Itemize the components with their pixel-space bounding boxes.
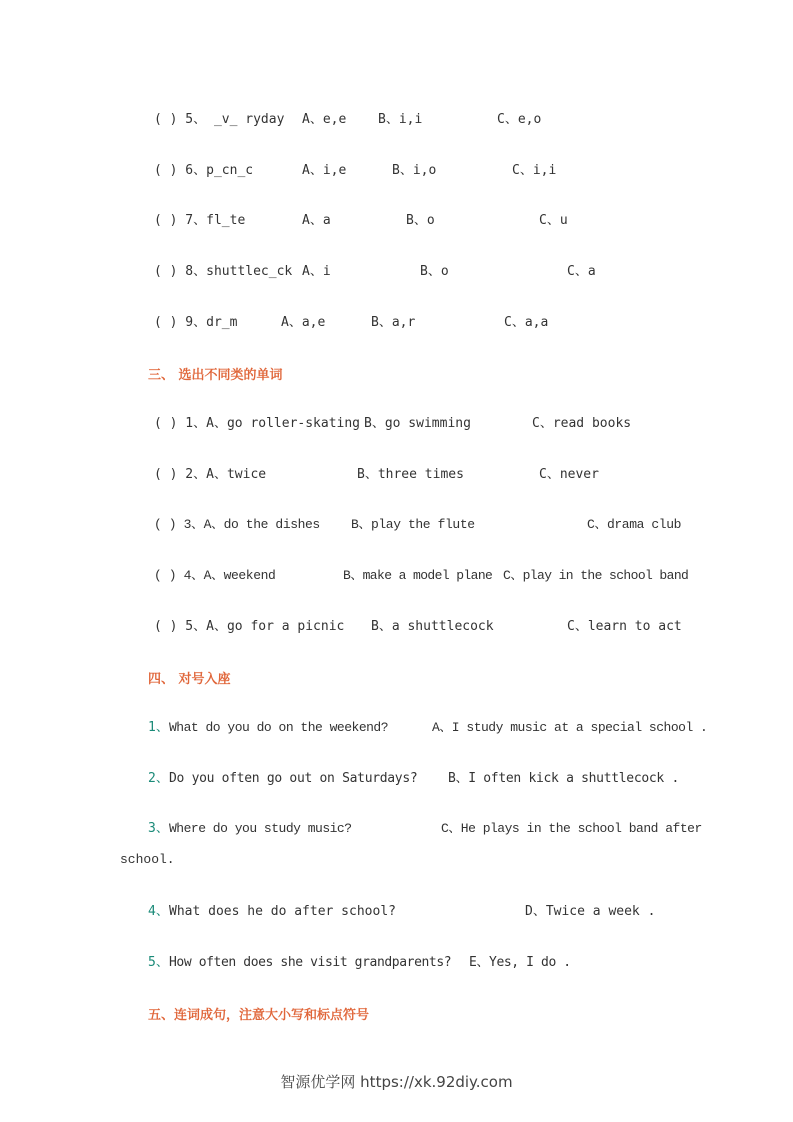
option-c: C、u — [539, 213, 568, 228]
answer-continuation: school. — [120, 852, 175, 867]
item-number: 4、 — [148, 904, 169, 919]
option-b: B、play the flute — [351, 517, 475, 532]
item-number: 3、 — [148, 821, 169, 836]
option-c: C、i,i — [512, 163, 557, 178]
option-c: C、a,a — [504, 315, 549, 330]
item-number: 1、 — [148, 720, 169, 735]
question-text: ( ) 8、shuttlec_ck — [154, 264, 293, 279]
option-a: A、a,e — [281, 315, 326, 330]
option-a: A、a — [302, 213, 331, 228]
answer-text: C、He plays in the school band after — [441, 821, 702, 836]
question-text: ( ) 9、dr_m — [154, 315, 238, 330]
option-a: A、i — [302, 264, 331, 279]
answer-text: D、Twice a week . — [525, 904, 656, 919]
question-text: ( ) 3、A、do the dishes — [154, 517, 320, 532]
option-c: C、never — [539, 467, 599, 482]
answer-text: B、I often kick a shuttlecock . — [448, 771, 679, 786]
option-c: C、play in the school band — [503, 568, 689, 583]
option-b: B、make a model plane — [343, 568, 493, 583]
question-text: What does he do after school? — [169, 904, 396, 919]
option-b: B、go swimming — [364, 416, 471, 431]
section5-heading: 五、连词成句，注意大小写和标点符号 — [148, 1008, 370, 1023]
option-a: A、e,e — [302, 112, 347, 127]
question-text: What do you do on the weekend? — [169, 720, 389, 735]
question-text: ( ) 7、fl_te — [154, 213, 246, 228]
footer-watermark: 智源优学网 https://xk.92diy.com — [280, 1073, 513, 1091]
option-c: C、read books — [532, 416, 632, 431]
answer-text: A、I study music at a special school . — [432, 720, 708, 735]
option-b: B、a,r — [371, 315, 416, 330]
item-number: 5、 — [148, 955, 169, 970]
question-text: ( ) 5、 _v_ ryday — [154, 112, 285, 127]
question-text: How often does she visit grandparents? — [169, 955, 452, 970]
question-text: ( ) 4、A、weekend — [154, 568, 276, 583]
option-c: C、a — [567, 264, 596, 279]
question-text: Where do you study music? — [169, 821, 352, 836]
option-b: B、three times — [357, 467, 464, 482]
option-c: C、e,o — [497, 112, 542, 127]
question-text: ( ) 2、A、twice — [154, 467, 267, 482]
option-b: B、o — [406, 213, 435, 228]
option-b: B、o — [420, 264, 449, 279]
option-b: B、i,o — [392, 163, 437, 178]
question-text: ( ) 5、A、go for a picnic — [154, 619, 345, 634]
section4-heading: 四、 对号入座 — [148, 672, 231, 687]
option-b: B、i,i — [378, 112, 423, 127]
question-text: Do you often go out on Saturdays? — [169, 771, 418, 786]
option-a: A、i,e — [302, 163, 347, 178]
question-text: ( ) 6、p_cn_c — [154, 163, 254, 178]
option-b: B、a shuttlecock — [371, 619, 494, 634]
option-c: C、drama club — [587, 517, 682, 532]
section3-heading: 三、 选出不同类的单词 — [148, 368, 283, 383]
question-text: ( ) 1、A、go roller-skating — [154, 416, 361, 431]
option-c: C、learn to act — [567, 619, 682, 634]
answer-text: E、Yes, I do . — [469, 955, 571, 970]
item-number: 2、 — [148, 771, 169, 786]
